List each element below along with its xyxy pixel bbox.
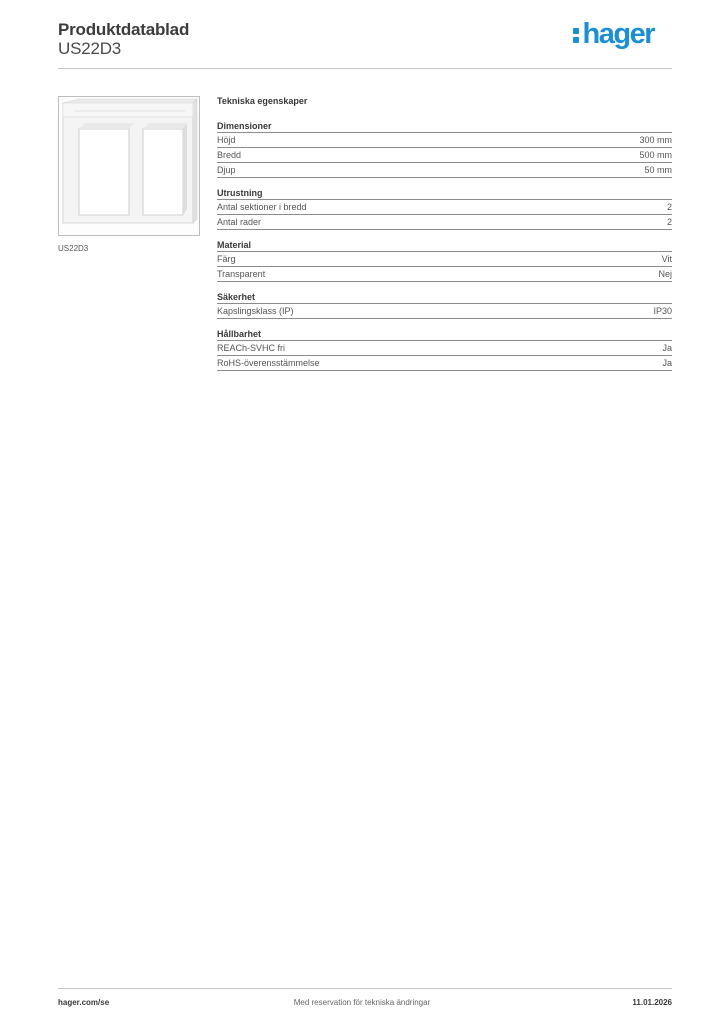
spec-row (217, 304, 672, 319)
spec-label: Transparent (217, 269, 266, 279)
spec-label: Höjd (217, 135, 236, 145)
spec-row (217, 215, 672, 230)
product-image (58, 96, 200, 236)
spec-value: 2 (666, 202, 672, 212)
spec-label: Antal rader (217, 217, 262, 227)
spec-row (217, 341, 672, 356)
section-heading: Material (217, 239, 672, 252)
section-sustainability (217, 328, 672, 371)
spec-row (217, 133, 672, 148)
footer-disclaimer: Med reservation för tekniska ändringar (293, 998, 431, 1007)
product-code: US22D3 (58, 39, 122, 58)
footer-divider (58, 988, 672, 989)
section-heading: Hållbarhet (217, 328, 672, 341)
footer-website-link[interactable]: hager.com/se (58, 998, 110, 1007)
section-material (217, 239, 672, 282)
spec-row (217, 252, 672, 267)
section-heading: Utrustning (217, 187, 672, 200)
spec-label: Djup (217, 165, 236, 175)
spec-value: Nej (658, 269, 672, 279)
logo-text: hager (582, 18, 654, 50)
spec-label: Bredd (217, 150, 242, 160)
spec-value: 50 mm (644, 165, 672, 175)
spec-label: Antal sektioner i bredd (217, 202, 307, 212)
spec-row (217, 163, 672, 178)
spec-row (217, 267, 672, 282)
logo-dots-icon (573, 24, 581, 46)
header-divider (58, 68, 672, 69)
spec-row (217, 356, 672, 371)
section-heading: Dimensioner (217, 120, 672, 133)
spec-value: 300 mm (639, 135, 672, 145)
spec-value: Ja (662, 358, 672, 368)
specifications-table (217, 96, 672, 380)
section-safety (217, 291, 672, 319)
spec-label: RoHS-överensstämmelse (217, 358, 320, 368)
enclosure-frame-icon (59, 97, 199, 235)
spec-value: 2 (666, 217, 672, 227)
spec-label: Färg (217, 254, 236, 264)
spec-value: Ja (662, 343, 672, 353)
section-heading: Säkerhet (217, 291, 672, 304)
hager-logo (573, 18, 654, 51)
spec-value: IP30 (653, 306, 672, 316)
spec-label: Kapslingsklass (IP) (217, 306, 294, 316)
image-caption: US22D3 (58, 244, 89, 253)
section-equipment (217, 187, 672, 230)
page-header (58, 20, 672, 70)
spec-row (217, 148, 672, 163)
document-title: Produktdatablad (58, 20, 190, 39)
specs-title: Tekniska egenskaper (217, 96, 308, 106)
spec-label: REACh-SVHC fri (217, 343, 286, 353)
spec-value: 500 mm (639, 150, 672, 160)
spec-row (217, 200, 672, 215)
section-dimensions (217, 120, 672, 178)
footer-date: 11.01.2026 (632, 998, 672, 1007)
spec-value: Vit (661, 254, 672, 264)
